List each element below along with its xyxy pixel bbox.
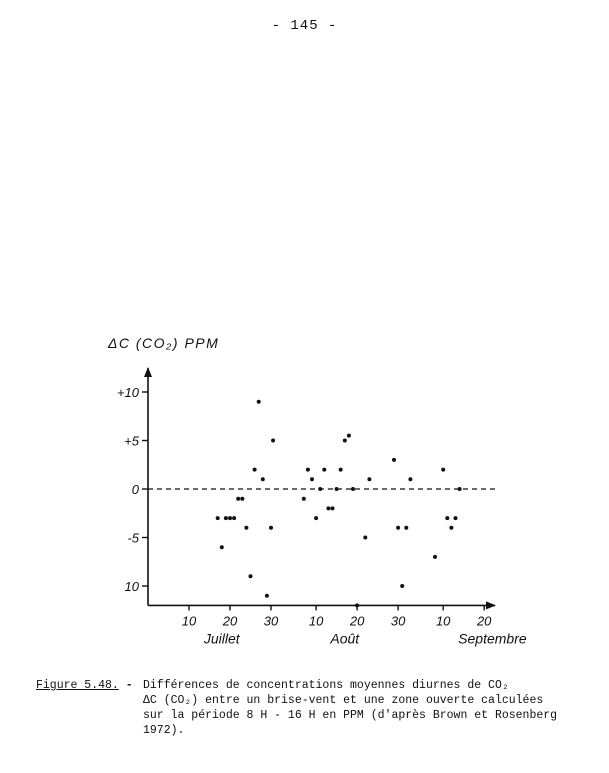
data-point <box>228 516 232 520</box>
data-point <box>269 526 273 530</box>
data-point <box>347 434 351 438</box>
x-tick-label: 20 <box>349 613 365 629</box>
data-point <box>322 468 326 472</box>
x-tick-label: 10 <box>435 613 451 629</box>
data-point <box>306 468 310 472</box>
caption-line: sur la période 8 H - 16 H en PPM (d'après Brown et Rosenberg <box>143 709 558 722</box>
data-point <box>271 439 275 443</box>
data-point <box>257 400 261 404</box>
y-tick-label: 10 <box>124 579 139 594</box>
x-tick-label: 10 <box>181 613 197 629</box>
x-axis-arrow <box>486 601 496 609</box>
data-point <box>449 526 453 530</box>
caption-body <box>143 678 563 738</box>
y-tick-label: +5 <box>124 433 139 449</box>
x-tick-label: 10 <box>308 613 324 629</box>
figure-label: Figure 5.48. <box>36 679 119 692</box>
data-point <box>343 439 347 443</box>
data-point <box>265 594 269 598</box>
caption-lead <box>36 678 143 693</box>
data-point <box>408 477 412 481</box>
data-point <box>232 516 236 520</box>
x-tick-label: 20 <box>476 613 492 629</box>
data-point <box>351 487 355 491</box>
y-tick-label: 0 <box>131 482 139 497</box>
data-point <box>441 468 445 472</box>
data-point <box>224 516 228 520</box>
data-point <box>314 516 318 520</box>
y-tick-label: +10 <box>116 385 139 400</box>
data-point <box>458 487 462 491</box>
data-point <box>244 526 248 530</box>
caption-line: Différences de concentrations moyennes diurnes de CO₂ <box>143 679 509 692</box>
month-label: Juillet <box>203 630 240 647</box>
data-point <box>236 497 240 501</box>
caption-line: ΔC (CO₂) entre un brise-vent et une zone ouverte calculées <box>143 694 544 707</box>
data-point <box>404 526 408 530</box>
data-point <box>216 516 220 520</box>
x-tick-label: 30 <box>390 613 406 629</box>
data-point <box>220 545 224 549</box>
month-label: Septembre <box>458 630 527 647</box>
data-point <box>339 468 343 472</box>
caption-dash: - <box>118 679 133 692</box>
data-point <box>367 477 371 481</box>
data-point <box>392 458 396 462</box>
data-point <box>445 516 449 520</box>
data-point <box>240 497 244 501</box>
data-point <box>326 506 330 510</box>
data-point <box>249 574 253 578</box>
y-axis-ticks <box>117 385 148 594</box>
month-label: Août <box>330 630 360 647</box>
data-point <box>396 526 400 530</box>
x-tick-label: 30 <box>263 613 279 629</box>
data-point <box>261 477 265 481</box>
data-point <box>355 603 359 607</box>
data-point <box>454 516 458 520</box>
figure-caption <box>36 678 596 738</box>
data-point <box>331 506 335 510</box>
data-point <box>335 487 339 491</box>
y-axis-label: ΔC (CO₂) PPM <box>108 335 220 351</box>
month-labels <box>203 630 527 646</box>
data-point <box>400 584 404 588</box>
data-point <box>310 477 314 481</box>
data-point <box>302 497 306 501</box>
page-number: - 145 - <box>271 18 338 34</box>
data-points <box>216 400 462 608</box>
y-axis-arrow <box>144 367 152 377</box>
caption-line: 1972). <box>143 724 185 737</box>
x-axis-ticks <box>182 605 492 628</box>
y-tick-label: -5 <box>127 530 139 546</box>
data-point <box>363 536 367 540</box>
data-point <box>318 487 322 491</box>
data-point <box>433 555 437 559</box>
x-tick-label: 20 <box>222 613 238 629</box>
data-point <box>253 468 257 472</box>
